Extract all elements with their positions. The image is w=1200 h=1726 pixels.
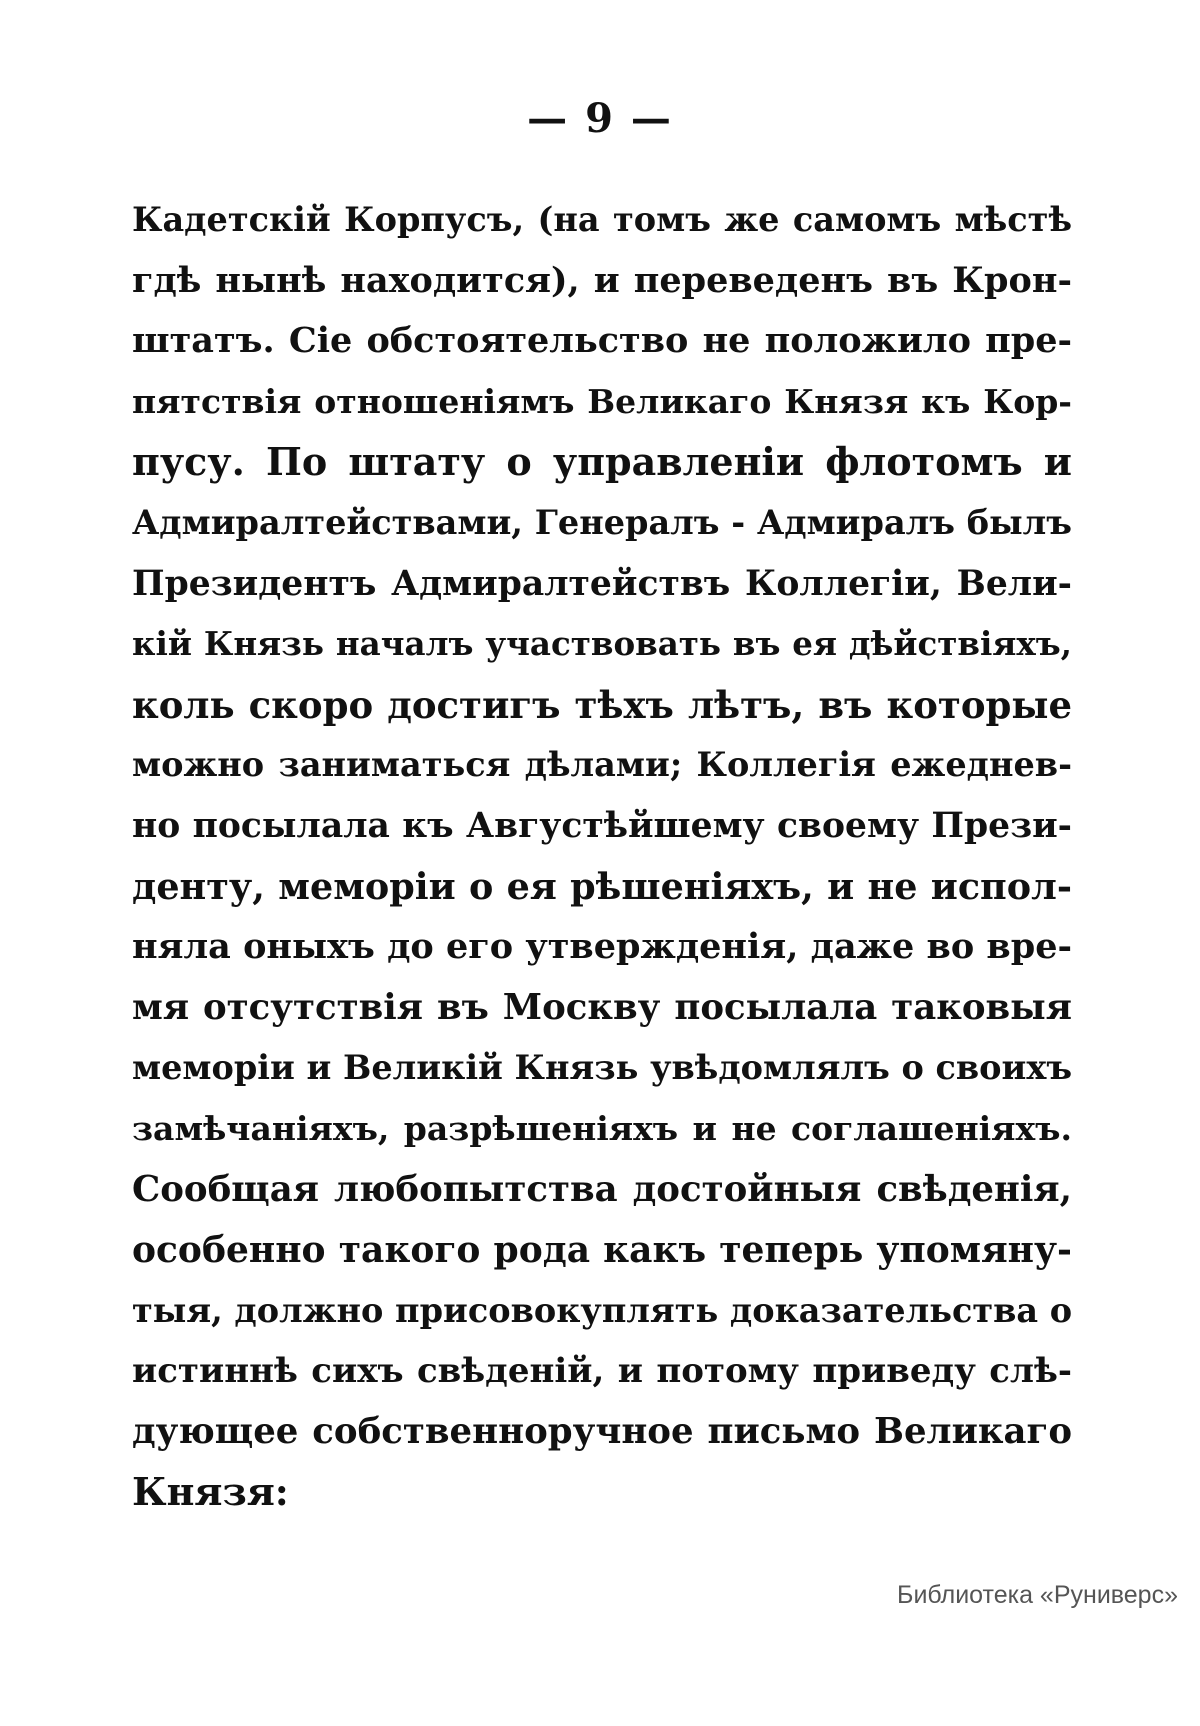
text-line: пятствія отношеніямъ Великаго Князя къ Кор- [132, 381, 1072, 421]
text-line: пусу. По штату о управленіи флотомъ и [132, 439, 1072, 485]
text-line: Президентъ Адмиралтействъ Коллегіи, Вели- [132, 563, 1072, 604]
text-line: Князя: [132, 1469, 289, 1515]
text-line: но посылала къ Августѣйшему своему Прези- [132, 805, 1072, 846]
text-line: истиннѣ сихъ свѣденій, и потому приведу слѣ- [132, 1351, 1072, 1392]
text-line: няла оныхъ до его утвержденія, даже во вре- [132, 926, 1072, 968]
text-line: мя отсутствія въ Москву посылала таковыя [132, 986, 1072, 1028]
library-watermark: Библиотека «Руниверс» [897, 1581, 1178, 1609]
body-text [132, 190, 1072, 1523]
text-line: коль скоро достигъ тѣхъ лѣтъ, въ которые [132, 682, 1072, 727]
text-line: Адмиралтействами, Генералъ - Адмиралъ былъ [132, 502, 1072, 542]
text-line: можно заниматься дѣлами; Коллегія ежеднев- [132, 745, 1072, 785]
page-number: — 9 — [527, 95, 673, 142]
text-line: гдѣ нынѣ находится), и переведенъ въ Крон- [132, 259, 1072, 301]
text-line: Кадетскій Корпусъ, (на томъ же самомъ мѣстѣ [132, 200, 1072, 239]
text-line: тыя, должно присовокуплять доказательства о [132, 1290, 1073, 1330]
text-line: меморіи и Великій Князь увѣдомлялъ о своихъ [132, 1048, 1073, 1088]
text-line: замѣчаніяхъ, разрѣшеніяхъ и не соглашеніяхъ. [132, 1108, 1072, 1148]
text-line: особенно такого рода какъ теперь упомяну- [132, 1229, 1072, 1272]
text-line: штатъ. Сіе обстоятельство не положило пре- [132, 320, 1072, 362]
text-line: кій Князь началъ участвовать въ ея дѣйствіяхъ, [132, 624, 1072, 664]
text-line: дующее собственноручное письмо Великаго [132, 1410, 1072, 1452]
text-line: денту, меморіи о ея рѣшеніяхъ, и не испол- [132, 864, 1072, 908]
text-line: Сообщая любопытства достойныя свѣденія, [132, 1168, 1072, 1210]
